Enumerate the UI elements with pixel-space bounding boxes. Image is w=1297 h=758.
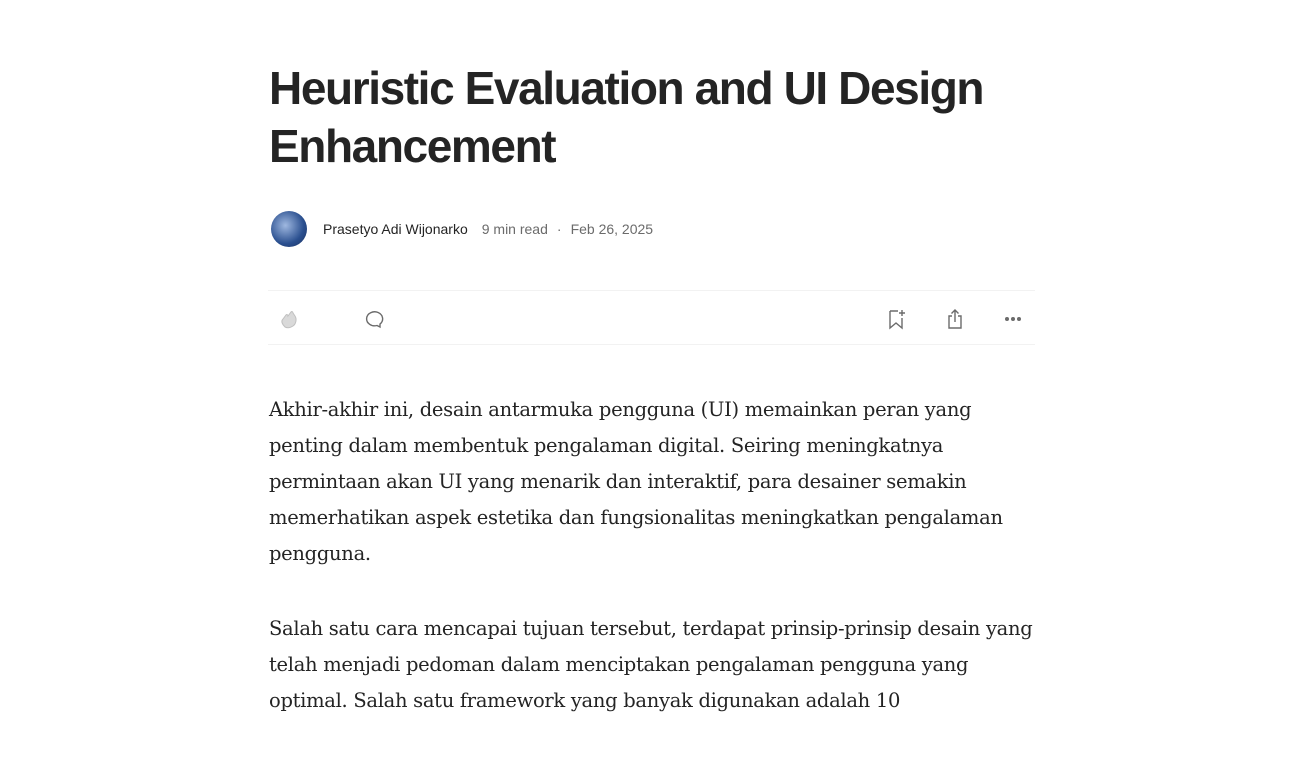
author-name[interactable]: Prasetyo Adi Wijonarko: [323, 221, 468, 237]
clap-icon[interactable]: [278, 307, 302, 331]
paragraph: Salah satu cara mencapai tujuan tersebut, terdapat prinsip-prinsip desain yang telah menjadi pedoman dalam menciptakan pengalaman pengguna yang optimal. Salah satu framework yang banyak digunakan adalah 10: [269, 617, 1033, 712]
bookmark-add-icon[interactable]: [884, 307, 908, 331]
more-icon[interactable]: [1001, 307, 1025, 331]
avatar[interactable]: [271, 211, 307, 247]
separator: ·: [556, 221, 562, 237]
read-time: 9 min read: [481, 221, 548, 237]
byline: [269, 211, 653, 247]
paragraph: Akhir-akhir ini, desain antarmuka pengguna (UI) memainkan peran yang penting dalam membentuk pengalaman digital. Seiring meningkatnya permintaan akan UI yang menarik dan interaktif, para desainer semakin memerhatikan aspek estetika dan fungsionalitas meningkatkan pengalaman pengguna.: [269, 398, 1003, 565]
publish-date: Feb 26, 2025: [570, 221, 654, 237]
comment-icon[interactable]: [362, 307, 386, 331]
action-bar: [268, 290, 1035, 345]
article-title: Heuristic Evaluation and UI Design Enhancement: [269, 62, 984, 172]
article-body: [269, 392, 1035, 758]
share-icon[interactable]: [943, 307, 967, 331]
